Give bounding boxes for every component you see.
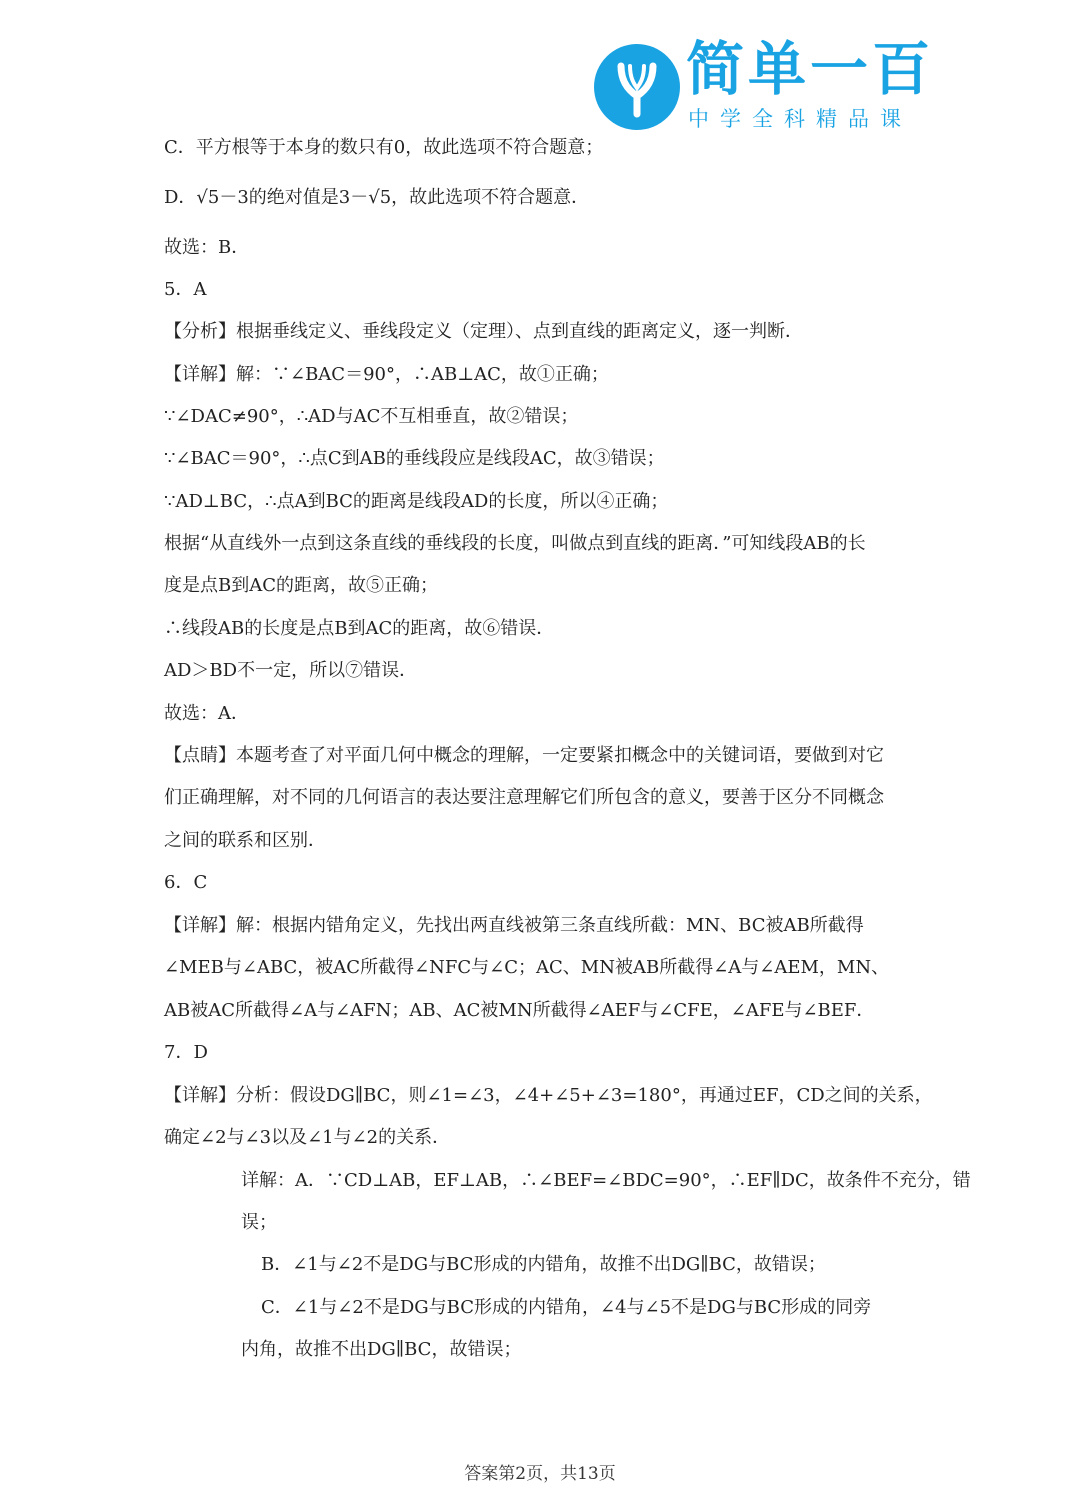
text-line: ∠MEB与∠ABC，被AC所截得∠NFC与∠C；AC、MN被AB所截得∠A与∠AEM，MN、 (164, 957, 890, 978)
text-line: 【详解】解：∵∠BAC＝90°，∴AB⊥AC，故①正确； (164, 364, 609, 385)
text-line: AD＞BD不一定，所以⑦错误． (164, 660, 418, 681)
text-line: ∵∠BAC＝90°，∴点C到AB的垂线段应是线段AC，故③错误； (164, 448, 665, 469)
logo-title: 简单一百 (686, 35, 935, 103)
text-line: ∴线段AB的长度是点B到AC的距离，故⑥错误． (164, 618, 555, 639)
comment-line: 们正确理解，对不同的几何语言的表达要注意理解它们所包含的意义，要善于区分不同概念 (164, 787, 884, 808)
comment-line: 【点睛】本题考查了对平面几何中概念的理解，一定要紧扣概念中的关键词语，要做到对它 (164, 745, 884, 766)
text-line: D．√5－3的绝对值是3－√5，故此选项不符合题意． (164, 187, 590, 208)
text-line: 【详解】分析：假设DG∥BC，则∠1=∠3，∠4+∠5+∠3=180°，再通过EF，CD之间的关系， (164, 1085, 933, 1106)
text-line: AB被AC所截得∠A与∠AFN；AB、AC被MN所截得∠AEF与∠CFE，∠AFE与∠BEF． (164, 1000, 875, 1021)
text-line: ∵∠DAC≠90°，∴AD与AC不互相垂直，故②错误； (164, 406, 579, 427)
text-line: 内角，故推不出DG∥BC，故错误； (241, 1339, 522, 1360)
question-number: 6．C (164, 872, 208, 893)
text-line: 确定∠2与∠3以及∠1与∠2的关系． (164, 1127, 451, 1148)
text-line: ∵AD⊥BC，∴点A到BC的距离是线段AD的长度，所以④正确； (164, 491, 669, 512)
logo-subtitle: 中学全科精品课 (688, 107, 912, 131)
text-line: 【详解】解：根据内错角定义，先找出两直线被第三条直线所截：MN、BC被AB所截得 (164, 915, 864, 936)
text-line: 根据“从直线外一点到这条直线的垂线段的长度，叫做点到直线的距离．”可知线段AB的长 (164, 533, 866, 554)
text-line: C．平方根等于本身的数只有0，故此选项不符合题意； (164, 137, 604, 158)
text-line: C．∠1与∠2不是DG与BC形成的内错角，∠4与∠5不是DG与BC形成的同旁 (261, 1297, 872, 1318)
text-line: 故选：B． (164, 237, 250, 258)
question-number: 7．D (164, 1042, 208, 1063)
text-line: 度是点B到AC的距离，故⑤正确； (164, 575, 438, 596)
text-line: 故选：A． (164, 703, 249, 724)
brand-logo (594, 35, 944, 132)
page-footer: 答案第2页，共13页 (464, 1464, 616, 1484)
comment-line: 之间的联系和区别． (164, 830, 326, 851)
analysis-line: 【分析】根据垂线定义、垂线段定义（定理）、点到直线的距离定义，逐一判断． (164, 321, 803, 342)
text-line: 详解：A．∵CD⊥AB，EF⊥AB，∴∠BEF=∠BDC=90°，∴EF∥DC，故条件不充分，错 (241, 1170, 971, 1191)
text-line: 误； (241, 1212, 277, 1233)
logo-y-icon (594, 44, 680, 130)
text-line: B．∠1与∠2不是DG与BC形成的内错角，故推不出DG∥BC，故错误； (261, 1254, 826, 1275)
question-number: 5．A (164, 279, 207, 300)
